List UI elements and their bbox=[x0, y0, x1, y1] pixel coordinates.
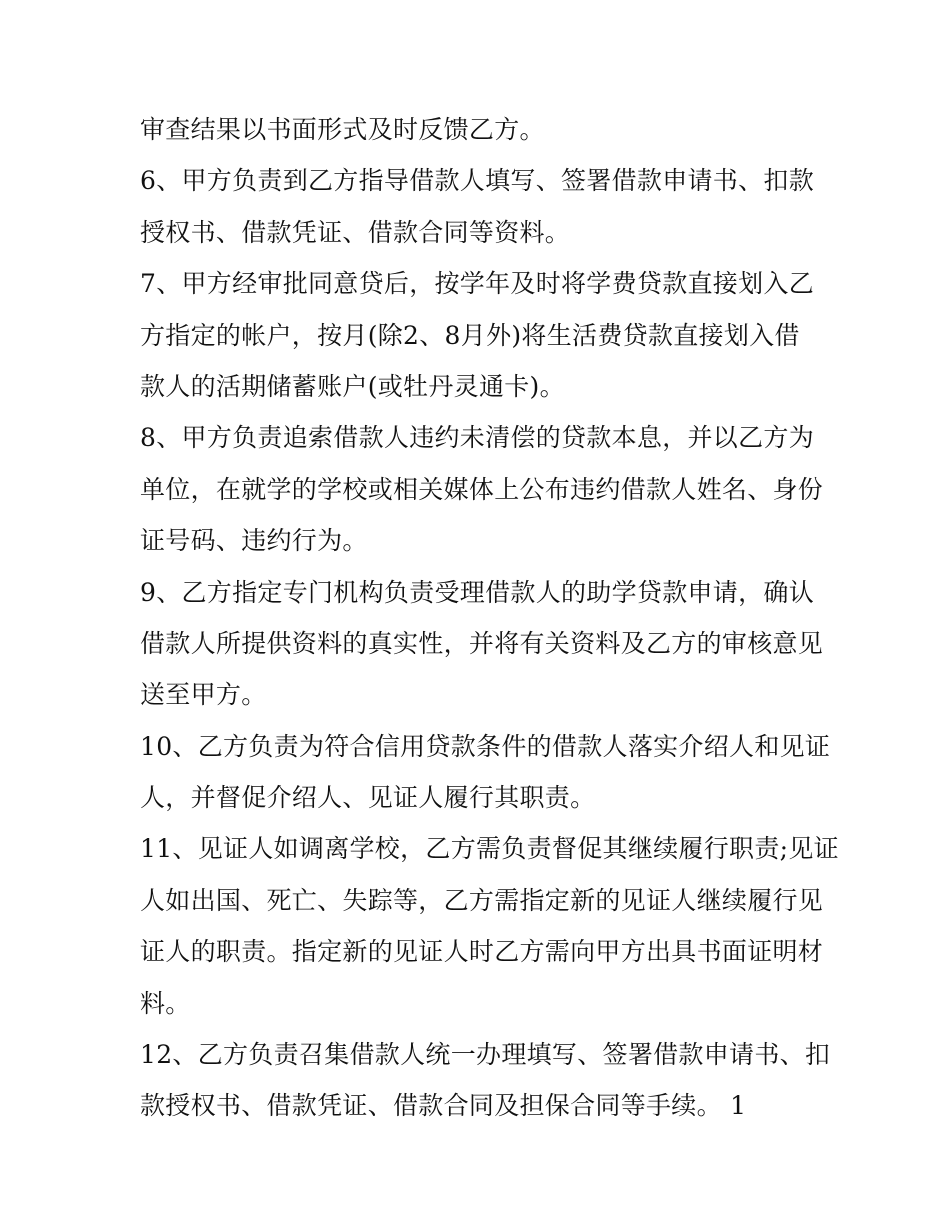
text-line: 款授权书、借款凭证、借款合同及担保合同等手续。 1 bbox=[140, 1091, 747, 1121]
text-line: 6、甲方负责到乙方指导借款人填写、签署借款申请书、扣款 bbox=[140, 166, 815, 196]
text-line: 证号码、违约行为。 bbox=[140, 526, 368, 556]
text-line: 9、乙方指定专门机构负责受理借款人的助学贷款申请，确认 bbox=[140, 577, 815, 607]
text-line: 10、乙方负责为符合信用贷款条件的借款人落实介绍人和见证 bbox=[140, 731, 831, 761]
text-line: 款人的活期储蓄账户(或牡丹灵通卡)。 bbox=[140, 371, 565, 401]
text-line: 方指定的帐户，按月(除2、8月外)将生活费贷款直接划入借 bbox=[140, 320, 800, 350]
text-line: 证人的职责。指定新的见证人时乙方需向甲方出具书面证明材 bbox=[140, 937, 824, 967]
document-body bbox=[140, 104, 839, 1132]
text-line: 单位，在就学的学校或相关媒体上公布违约借款人姓名、身份 bbox=[140, 474, 824, 504]
text-line: 人如出国、死亡、失踪等，乙方需指定新的见证人继续履行见 bbox=[140, 885, 824, 915]
text-line: 授权书、借款凭证、借款合同等资料。 bbox=[140, 217, 571, 247]
text-line: 借款人所提供资料的真实性，并将有关资料及乙方的审核意见 bbox=[140, 628, 824, 658]
text-line: 送至甲方。 bbox=[140, 680, 267, 710]
text-line: 8、甲方负责追索借款人违约未清偿的贷款本息，并以乙方为 bbox=[140, 423, 815, 453]
text-line: 人，并督促介绍人、见证人履行其职责。 bbox=[140, 783, 596, 813]
text-line: 审查结果以书面形式及时反馈乙方。 bbox=[140, 115, 545, 144]
text-line: 12、乙方负责召集借款人统一办理填写、签署借款申请书、扣 bbox=[140, 1040, 831, 1070]
text-line: 料。 bbox=[140, 988, 191, 1018]
text-line: 11、见证人如调离学校，乙方需负责督促其继续履行职责;见证 bbox=[140, 834, 839, 864]
text-line: 7、甲方经审批同意贷后，按学年及时将学费贷款直接划入乙 bbox=[140, 269, 815, 299]
